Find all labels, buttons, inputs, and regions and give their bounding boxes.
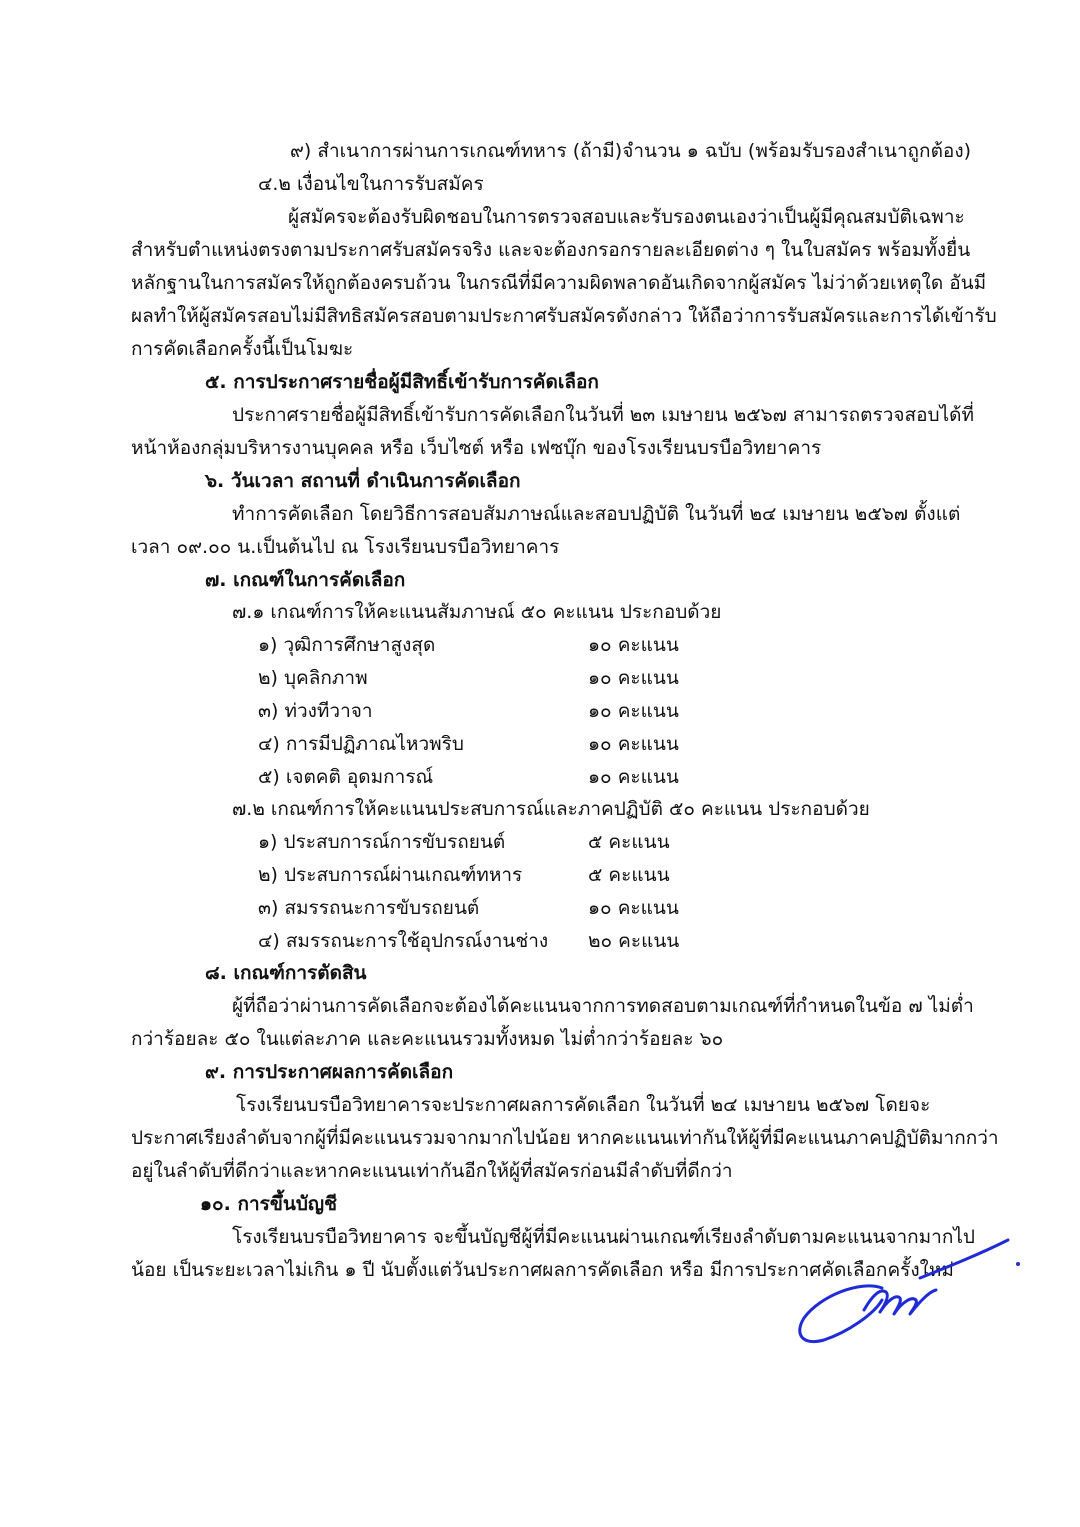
criteria-item-points: ๑๐ คะแนน <box>588 766 679 788</box>
section-10-heading: ๑๐. การขึ้นบัญชี <box>200 1193 337 1215</box>
handwritten-signature-icon <box>790 1218 1030 1358</box>
criteria-item-label: ๓) สมรรถนะการขับรถยนต์ <box>258 897 480 919</box>
section-6-heading: ๖. วันเวลา สถานที่ ดำเนินการคัดเลือก <box>205 470 521 492</box>
paragraph-4-2-line: การคัดเลือกครั้งนี้เป็นโมฆะ <box>131 338 354 360</box>
criteria-item-points: ๕ คะแนน <box>588 864 670 886</box>
section-8-line: ผู้ที่ถือว่าผ่านการคัดเลือกจะต้องได้คะแนนจากการทดสอบตามเกณฑ์ที่กำหนดในข้อ ๗ ไม่ต่ำ <box>232 995 974 1017</box>
item-9-military-copy: ๙) สำเนาการผ่านการเกณฑ์ทหาร (ถ้ามี)จำนวน ๑ ฉบับ (พร้อมรับรองสำเนาถูกต้อง) <box>290 140 972 162</box>
criteria-item-label: ๑) วุฒิการศึกษาสูงสุด <box>258 634 436 656</box>
criteria-item-label: ๒) ประสบการณ์ผ่านเกณฑ์ทหาร <box>258 864 523 886</box>
section-6-line: ทำการคัดเลือก โดยวิธีการสอบสัมภาษณ์และสอบปฏิบัติ ในวันที่ ๒๔ เมษายน ๒๕๖๗ ตั้งแต่ <box>232 503 961 525</box>
criteria-item-points: ๒๐ คะแนน <box>588 930 680 952</box>
criteria-item-points: ๑๐ คะแนน <box>588 733 679 755</box>
section-5-line: ประกาศรายชื่อผู้มีสิทธิ์เข้ารับการคัดเลือกในวันที่ ๒๓ เมษายน ๒๕๖๗ สามารถตรวจสอบได้ที่ <box>232 404 974 426</box>
section-9-line: โรงเรียนบรบือวิทยาคารจะประกาศผลการคัดเลือก ในวันที่ ๒๔ เมษายน ๒๕๖๗ โดยจะ <box>236 1094 931 1116</box>
paragraph-4-2-line: สำหรับตำแหน่งตรงตามประกาศรับสมัครจริง และจะต้องกรอกรายละเอียดต่าง ๆ ในใบสมัคร พร้อมทั้งยื่น <box>131 239 971 261</box>
section-9-line: ประกาศเรียงลำดับจากผู้ที่มีคะแนนรวมจากมากไปน้อย หากคะแนนเท่ากันให้ผู้ที่มีคะแนนภาคปฏิบัติมากกว่า <box>131 1127 999 1149</box>
section-10-line: น้อย เป็นระยะเวลาไม่เกิน ๑ ปี นับตั้งแต่วันประกาศผลการคัดเลือก หรือ มีการประกาศคัดเลือกครั้งใหม่ <box>131 1259 954 1281</box>
criteria-item-label: ๓) ท่วงทีวาจา <box>258 700 373 722</box>
section-9-line: อยู่ในลำดับที่ดีกว่าและหากคะแนนเท่ากันอีกให้ผู้ที่สมัครก่อนมีลำดับที่ดีกว่า <box>131 1160 733 1182</box>
criteria-item-points: ๑๐ คะแนน <box>588 700 679 722</box>
section-9-heading: ๙. การประกาศผลการคัดเลือก <box>205 1061 454 1083</box>
criteria-item-label: ๑) ประสบการณ์การขับรถยนต์ <box>258 831 506 853</box>
criteria-item-label: ๒) บุคลิกภาพ <box>258 667 368 689</box>
criteria-item-points: ๑๐ คะแนน <box>588 634 679 656</box>
criteria-item-points: ๑๐ คะแนน <box>588 897 679 919</box>
section-5-line: หน้าห้องกลุ่มบริหารงานบุคคล หรือ เว็บไซต์ หรือ เฟซบุ๊ก ของโรงเรียนบรบือวิทยาคาร <box>131 437 822 459</box>
section-8-line: กว่าร้อยละ ๕๐ ในแต่ละภาค และคะแนนรวมทั้งหมด ไม่ต่ำกว่าร้อยละ ๖๐ <box>131 1028 724 1050</box>
criteria-7-1-title: ๗.๑ เกณฑ์การให้คะแนนสัมภาษณ์ ๕๐ คะแนน ประกอบด้วย <box>232 601 722 623</box>
criteria-item-label: ๔) สมรรถนะการใช้อุปกรณ์งานช่าง <box>258 930 549 952</box>
section-5-heading: ๕. การประกาศรายชื่อผู้มีสิทธิ์เข้ารับการคัดเลือก <box>205 371 599 393</box>
criteria-item-points: ๑๐ คะแนน <box>588 667 679 689</box>
paragraph-4-2-line: ผลทำให้ผู้สมัครสอบไม่มีสิทธิสมัครสอบตามประกาศรับสมัครดังกล่าว ให้ถือว่าการรับสมัครและการได้เข้ารับ <box>131 305 997 327</box>
criteria-item-label: ๔) การมีปฏิภาณไหวพริบ <box>258 733 464 755</box>
section-8-heading: ๘. เกณฑ์การตัดสิน <box>205 962 367 984</box>
criteria-item-label: ๕) เจตคติ อุดมการณ์ <box>258 766 434 788</box>
criteria-item-points: ๕ คะแนน <box>588 831 670 853</box>
subsection-4-2-heading: ๔.๒ เงื่อนไขในการรับสมัคร <box>258 173 484 195</box>
section-7-heading: ๗. เกณฑ์ในการคัดเลือก <box>205 569 406 591</box>
paragraph-4-2-line: ผู้สมัครจะต้องรับผิดชอบในการตรวจสอบและรับรองตนเองว่าเป็นผู้มีคุณสมบัติเฉพาะ <box>288 206 965 228</box>
section-6-line: เวลา ๐๙.๐๐ น.เป็นต้นไป ณ โรงเรียนบรบือวิทยาคาร <box>131 536 560 558</box>
paragraph-4-2-line: หลักฐานในการสมัครให้ถูกต้องครบถ้วน ในกรณีที่มีความผิดพลาดอันเกิดจากผู้สมัคร ไม่ว่าด้วยเหตุใด อันมี <box>131 272 987 294</box>
criteria-7-2-title: ๗.๒ เกณฑ์การให้คะแนนประสบการณ์และภาคปฏิบัติ ๕๐ คะแนน ประกอบด้วย <box>232 798 870 820</box>
section-10-line: โรงเรียนบรบือวิทยาคาร จะขึ้นบัญชีผู้ที่มีคะแนนผ่านเกณฑ์เรียงลำดับตามคะแนนจากมากไป <box>232 1226 975 1248</box>
